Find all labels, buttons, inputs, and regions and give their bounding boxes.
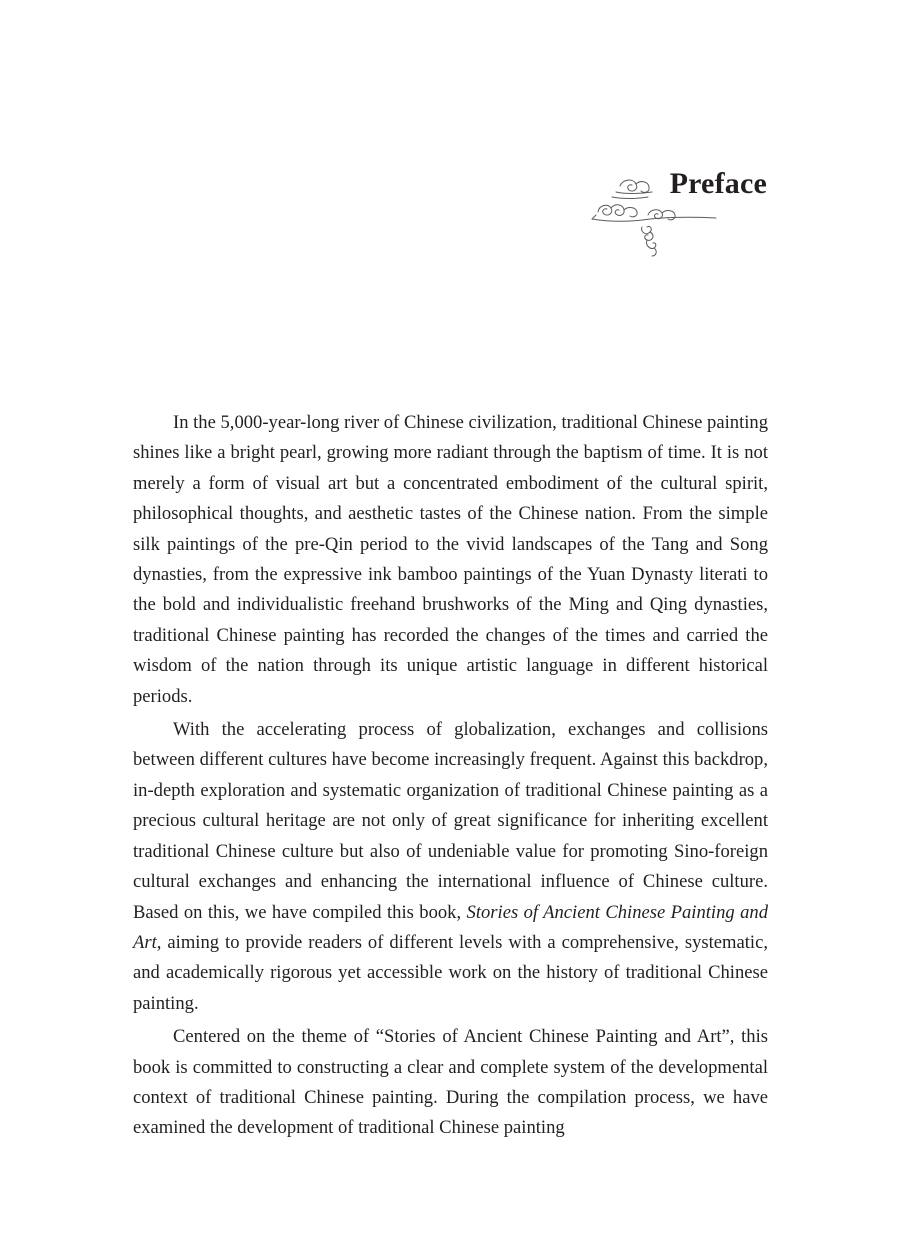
auspicious-cloud-ornament-icon bbox=[590, 172, 720, 260]
paragraph bbox=[133, 715, 768, 1019]
page-title: Preface bbox=[669, 167, 767, 200]
paragraph-text: With the accelerating process of globalization, exchanges and collisions between different cultures have become increasingly frequent. Against this backdrop, in-depth exploration and systematic organization of traditional Chinese painting as a precious cultural heritage are not only of great significance for inheriting excellent traditional Chinese culture but also of undeniable value for promoting Sino-foreign cultural exchanges and enhancing the international influence of Chinese culture. Based on this, we have compiled this book, bbox=[133, 719, 768, 923]
preface-body bbox=[133, 408, 768, 1144]
book-title: Stories of Ancient Chinese Painting and Art bbox=[133, 901, 768, 953]
paragraph: In the 5,000-year-long river of Chinese civilization, traditional Chinese painting shines like a bright pearl, growing more radiant through the baptism of time. It is not merely a form of visual art but a concentrated embodiment of the cultural spirit, philosophical thoughts, and aesthetic tastes of the Chinese nation. From the simple silk paintings of the pre-Qin period to the vivid landscapes of the Tang and Song dynasties, from the expressive ink bamboo paintings of the Yuan Dynasty literati to the bold and individualistic freehand brushworks of the Ming and Qing dynasties, traditional Chinese painting has recorded the changes of the times and carried the wisdom of the nation through its unique artistic language in different historical periods. bbox=[133, 412, 768, 707]
paragraph-text: , aiming to provide readers of different levels with a comprehensive, systematic, and academically rigorous yet accessible work on the history of traditional Chinese painting. bbox=[133, 931, 768, 1014]
paragraph: Centered on the theme of “Stories of Ancient Chinese Painting and Art”, this book is committed to constructing a clear and complete system of the developmental context of traditional Chinese painting. During the compilation process, we have examined the development of traditional Chinese painting bbox=[133, 1026, 768, 1139]
